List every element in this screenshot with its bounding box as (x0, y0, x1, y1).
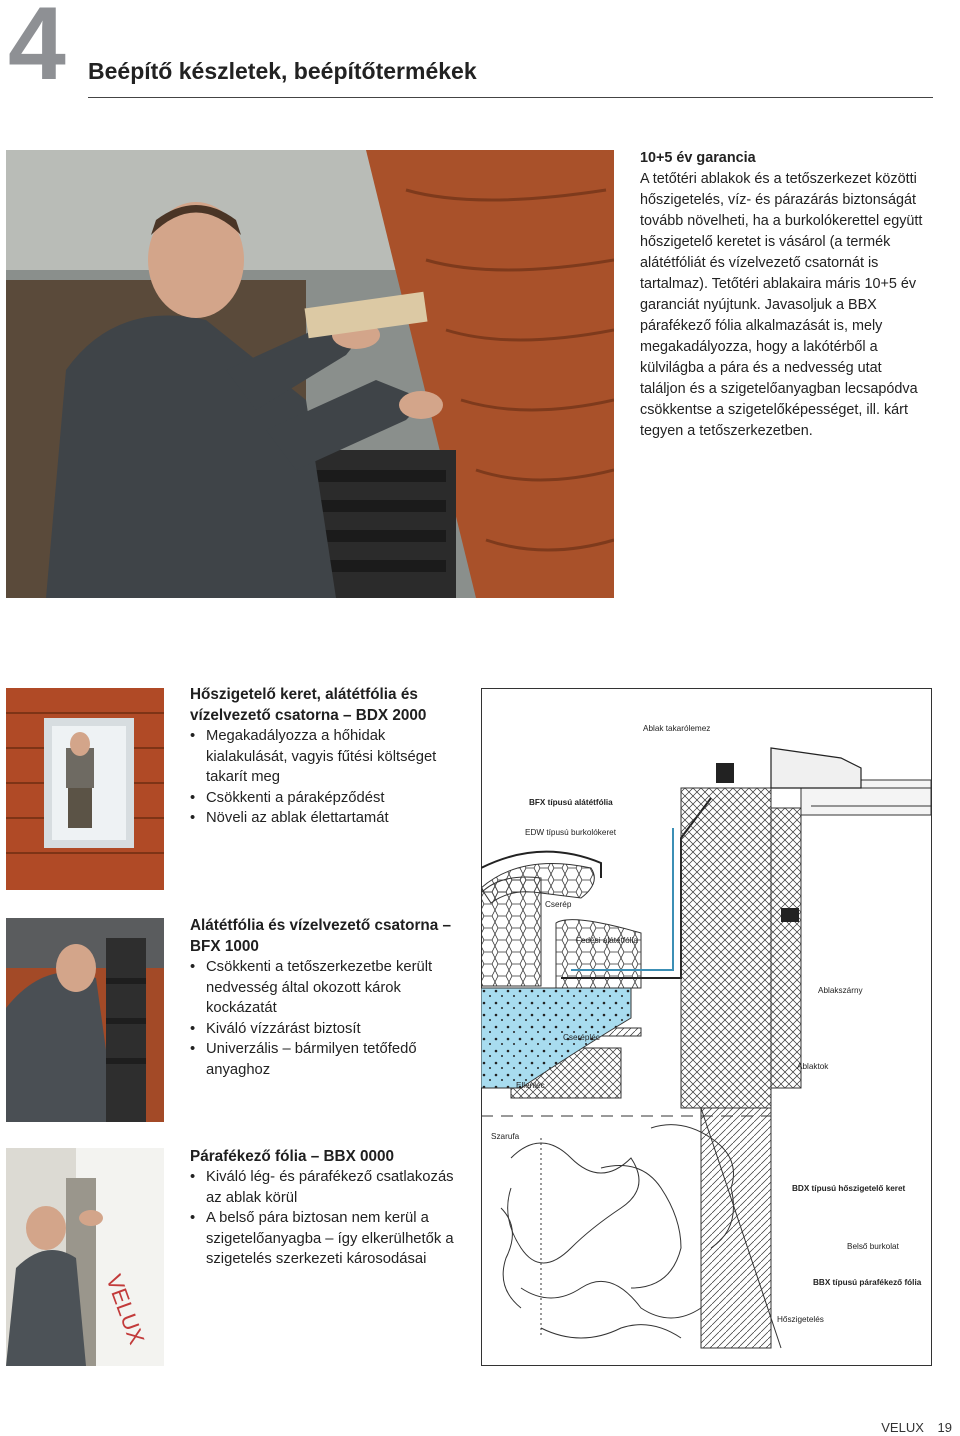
label-bfx: BFX típusú alátétfólia (529, 798, 613, 807)
intro-paragraph: A tetőtéri ablakok és a tetőszerkezet közötti hőszigetelés, víz- és párazárás biztonságát tovább növelheti, ha a burkolókerettel együtt hőszigetelő keretet is vásárol (a termék alátétfóliát és vízelvezető csatornát is tartalmaz). Tetőtéri ablakaira máris 10+5 év garanciát nyújtunk. Javasoljuk a BBX párafékező fólia alkalmazását is, mely megakadályozza, hogy a lakótérből a külvilágba a pára és a nedvesség utat találjon és a szigetelőanyagban lecsapódva csökkentse a szigetelőképességet, ill. kárt tegyen a tetőszerkezetben. (640, 171, 923, 439)
feature-list (190, 1167, 465, 1270)
product-title: Párafékező fólia – BBX 0000 (190, 1148, 395, 1165)
product-bbx (190, 1146, 465, 1270)
label-szarufa: Szarufa (491, 1132, 520, 1141)
product-title: Hőszigetelő keret, alátétfólia és vízelvezető csatorna – BDX 2000 (190, 686, 427, 724)
page-footer (871, 1420, 952, 1435)
label-hoszigeteles: Hőszigetelés (777, 1315, 824, 1324)
feature-list (190, 726, 465, 829)
page-title: Beépítő készletek, beépítőtermékek (88, 58, 477, 84)
feature-item: • Csökkenti a tetőszerkezetbe került nedvesség által okozott károk kockázatát (190, 957, 465, 1019)
label-ablaktok: Ablaktok (797, 1062, 829, 1071)
bbx-photo (6, 1148, 164, 1366)
feature-item: • Megakadályozza a hőhidak kialakulását, vagyis fűtési költséget takarít meg (190, 726, 465, 788)
feature-item: • Univerzális – bármilyen tetőfedő anyaghoz (190, 1039, 465, 1080)
label-fedesi-alatetfolia: Fedési alátétfólia (576, 936, 638, 945)
feature-item: • Növeli az ablak élettartamát (190, 808, 465, 829)
intro-block (640, 148, 930, 442)
feature-item: • Csökkenti a páraképződést (190, 788, 465, 809)
bfx-photo (6, 918, 164, 1122)
page-number: 19 (937, 1420, 952, 1435)
feature-item: • Kiváló vízzárást biztosít (190, 1019, 465, 1040)
feature-list (190, 957, 465, 1080)
label-edw: EDW típusú burkolókeret (525, 828, 617, 837)
chapter-number: 4 (8, 0, 66, 102)
svg-text:VELUX: VELUX (101, 1271, 150, 1348)
product-bdx (190, 684, 465, 829)
product-title: Alátétfólia és vízelvezető csatorna – BFX 1000 (190, 917, 452, 955)
label-bdx: BDX típusú hőszigetelő keret (792, 1184, 906, 1193)
label-cserepléc: Cserépléc (563, 1033, 600, 1042)
label-ablak-takarolemez: Ablak takarólemez (643, 724, 711, 733)
label-cserep: Cserép (545, 900, 572, 909)
header-divider (88, 97, 933, 98)
product-bfx (190, 915, 465, 1080)
bdx-photo (6, 688, 164, 890)
label-bbx: BBX típusú párafékező fólia (813, 1278, 922, 1287)
brand-name: VELUX (881, 1420, 924, 1435)
hero-photo (6, 150, 614, 598)
intro-heading: 10+5 év garancia (640, 150, 756, 166)
label-ellenlec: Ellenléc (516, 1081, 545, 1090)
feature-item: • Kiváló lég- és párafékező csatlakozás az ablak körül (190, 1167, 465, 1208)
feature-item: • A belső pára biztosan nem kerül a szigetelőanyagba – így elkerülhetők a szigetelés szerkezeti károsodásai (190, 1208, 465, 1270)
cross-section-diagram (481, 688, 932, 1366)
label-belso-burkolat: Belső burkolat (847, 1242, 899, 1251)
label-ablakszarny: Ablakszárny (818, 986, 863, 995)
